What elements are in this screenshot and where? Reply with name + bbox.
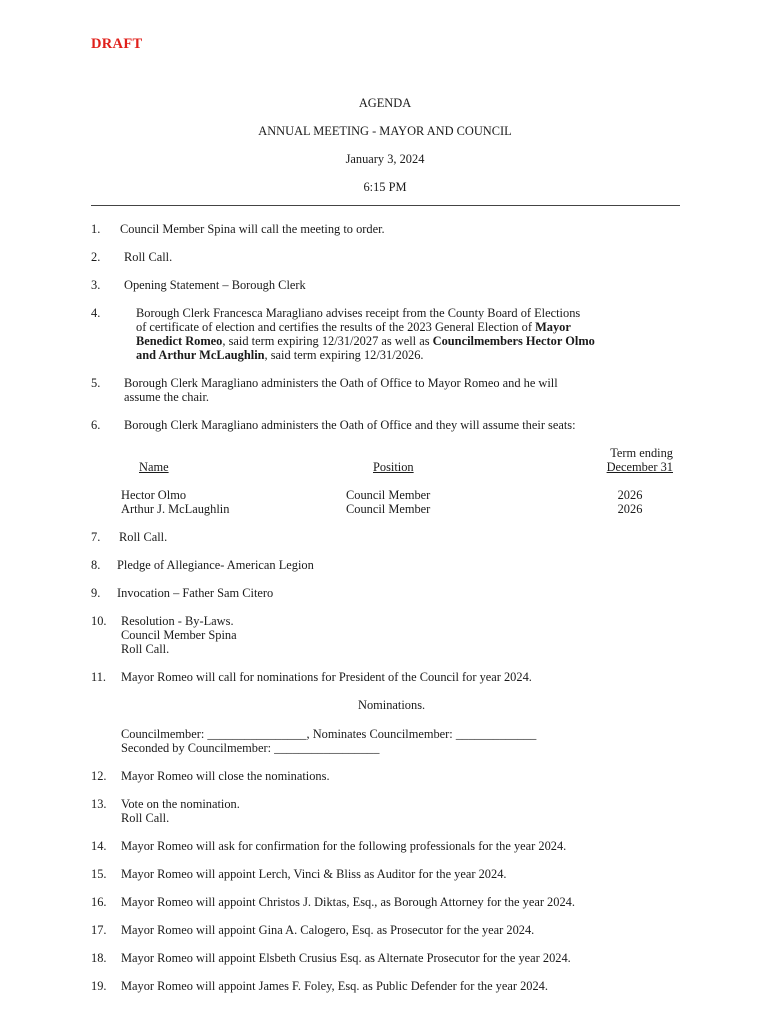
agenda-item-10-line-3: Roll Call. [121,642,170,656]
item-number: 16. [91,895,107,909]
agenda-item-3: Opening Statement – Borough Clerk [124,278,306,292]
item-4-text: , said term expiring 12/31/2027 as well as [222,334,433,348]
agenda-item-1: Council Member Spina will call the meeting to order. [120,222,385,236]
agenda-item-2: Roll Call. [124,250,173,264]
item-number: 18. [91,951,107,965]
meeting-title: ANNUAL MEETING - MAYOR AND COUNCIL [258,124,512,138]
agenda-item-13-line-1: Vote on the nomination. [121,797,240,811]
agenda-item-4-line-1: Borough Clerk Francesca Maragliano advises receipt from the County Board of Elections [136,306,581,320]
agenda-item-18: Mayor Romeo will appoint Elsbeth Crusius Esq. as Alternate Prosecutor for the year 2024. [121,951,571,965]
item-4-bold: Mayor [535,320,571,334]
agenda-item-5-line-2: assume the chair. [124,390,209,404]
seat-term: 2026 [617,502,643,516]
seat-position: Council Member [346,502,431,516]
seconded-line: Seconded by Councilmember: _________________ [121,741,380,755]
item-number: 15. [91,867,107,881]
agenda-item-10-line-2: Council Member Spina [121,628,237,642]
seat-term: 2026 [617,488,643,502]
meeting-date: January 3, 2024 [345,152,425,166]
agenda-item-16: Mayor Romeo will appoint Christos J. Diktas, Esq., as Borough Attorney for the year 2024. [121,895,575,909]
item-number: 4. [91,306,101,320]
agenda-item-6: Borough Clerk Maragliano administers the Oath of Office and they will assume their seats: [124,418,576,432]
item-number: 1. [91,222,101,236]
seat-name: Arthur J. McLaughlin [121,502,230,516]
agenda-item-5-line-1: Borough Clerk Maragliano administers the Oath of Office to Mayor Romeo and he will [124,376,558,390]
item-number: 8. [91,558,101,572]
item-4-text: , said term expiring 12/31/2026. [264,348,424,362]
item-4-text: of certificate of election and certifies the results of the 2023 General Election of [136,320,536,334]
item-number: 2. [91,250,101,264]
agenda-item-9: Invocation – Father Sam Citero [117,586,274,600]
item-number: 17. [91,923,107,937]
position-column-header: Position [373,460,414,474]
item-number: 3. [91,278,101,292]
item-number: 14. [91,839,107,853]
item-number: 10. [91,614,107,628]
term-header-line-1: Term ending [610,446,673,460]
item-number: 9. [91,586,101,600]
item-number: 12. [91,769,107,783]
item-4-bold: Benedict Romeo [136,334,223,348]
agenda-item-17: Mayor Romeo will appoint Gina A. Calogero, Esq. as Prosecutor for the year 2024. [121,923,535,937]
agenda-item-4-line-3 [136,334,595,348]
item-4-bold: and Arthur McLaughlin [136,348,265,362]
item-4-bold: Councilmembers Hector Olmo [432,334,595,348]
nomination-line: Councilmember: ________________, Nominates Councilmember: _____________ [121,727,537,741]
agenda-item-15: Mayor Romeo will appoint Lerch, Vinci & Bliss as Auditor for the year 2024. [121,867,507,881]
item-number: 13. [91,797,107,811]
item-number: 6. [91,418,101,432]
header-divider [91,205,680,206]
agenda-item-8: Pledge of Allegiance- American Legion [117,558,314,572]
item-number: 7. [91,530,101,544]
agenda-item-14: Mayor Romeo will ask for confirmation for the following professionals for the year 2024. [121,839,567,853]
meeting-time: 6:15 PM [363,180,407,194]
name-column-header: Name [139,460,169,474]
agenda-item-10-line-1: Resolution - By-Laws. [121,614,234,628]
item-number: 5. [91,376,101,390]
agenda-item-7: Roll Call. [119,530,168,544]
agenda-item-13-line-2: Roll Call. [121,811,170,825]
draft-stamp: DRAFT [91,36,143,52]
item-number: 11. [91,670,107,684]
agenda-item-12: Mayor Romeo will close the nominations. [121,769,330,783]
item-number: 19. [91,979,107,993]
term-header-line-2: December 31 [606,460,673,474]
agenda-item-19: Mayor Romeo will appoint James F. Foley, Esq. as Public Defender for the year 2024. [121,979,548,993]
seat-position: Council Member [346,488,431,502]
agenda-title: AGENDA [358,96,412,110]
agenda-item-11: Mayor Romeo will call for nominations for President of the Council for year 2024. [121,670,532,684]
nominations-label: Nominations. [358,698,426,712]
agenda-item-4-line-2 [136,320,571,334]
seat-name: Hector Olmo [121,488,187,502]
agenda-item-4-line-4 [136,348,424,362]
